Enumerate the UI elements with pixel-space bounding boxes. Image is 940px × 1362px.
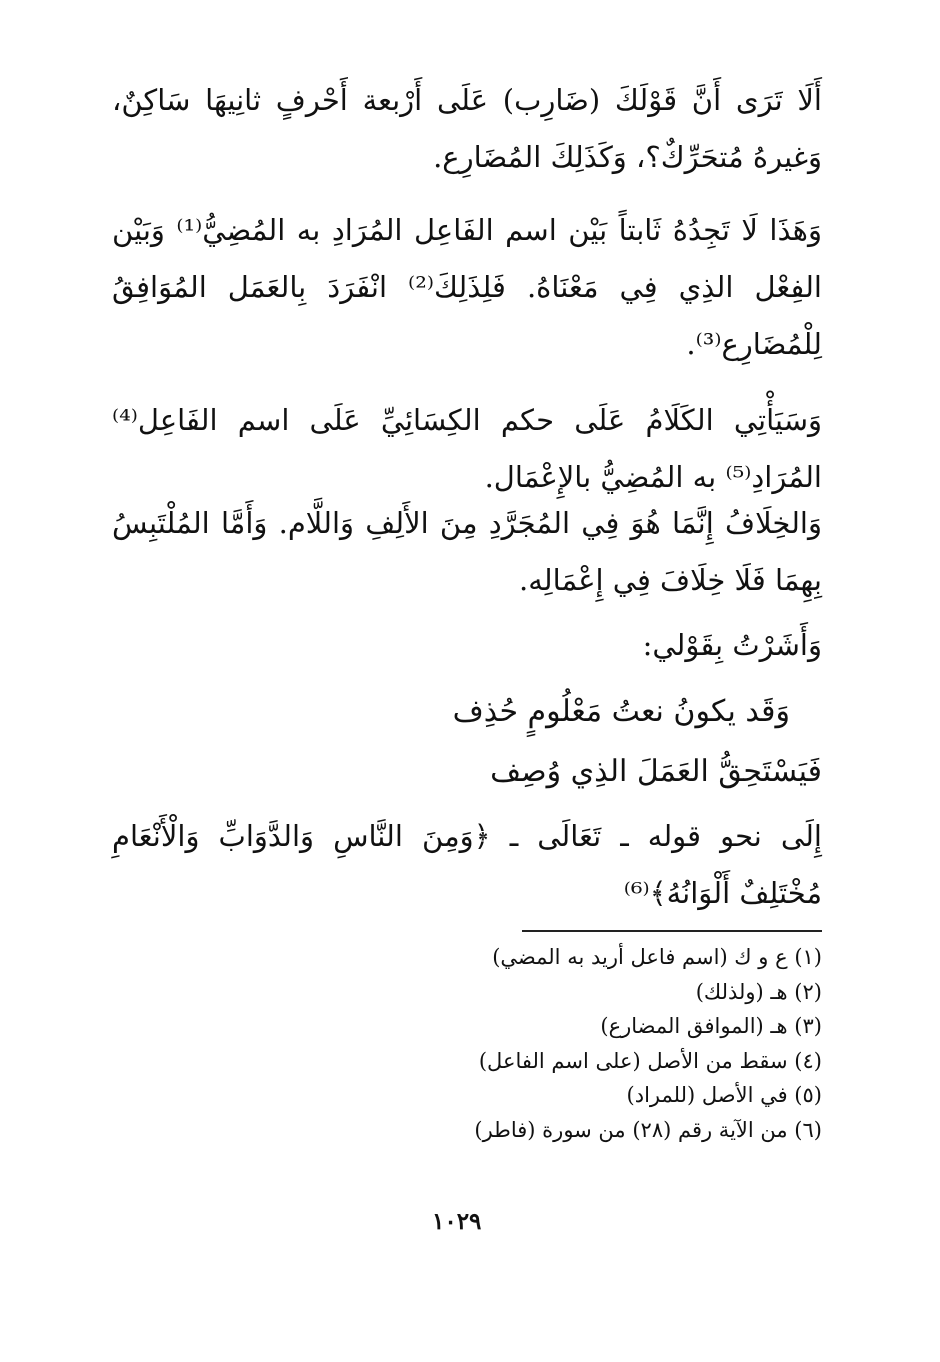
footnotes-list — [402, 940, 822, 1147]
footnote-divider — [522, 930, 822, 932]
paragraph-4: وَالخِلَافُ إِنَّمَا هُوَ فِي المُجَرَّدِ مِنَ الأَلِفِ وَاللَّام. وَأَمَّا المُلْتَبِسُ بِهِمَا فَلَا خِلَافَ فِي إِعْمَالِه. — [112, 506, 822, 597]
paragraph-2: وَهَذَا لَا تَجِدُهُ ثَابتاً بَيْن اسم الفَاعِل المُرَادِ به المُضِيُّ⁽¹⁾ وَبَيْن الفِعْل الذِي فِي مَعْنَاهُ. فَلِذَلِكَ⁽²⁾ انْفَرَدَ بِالعَمَل المُوَافِقُ لِلْمُضَارِع⁽³⁾. — [112, 213, 822, 361]
footnote-3: (٣) هـ (الموافق المضارع) — [600, 1014, 822, 1038]
footnote-2: (٢) هـ (ولذلك) — [695, 979, 822, 1004]
footnote-6: (٦) من الآية رقم (٢٨) من سورة (فاطر) — [474, 1117, 822, 1142]
footnote-1: (١) ع و ك (اسم فاعل أريد به المضي) — [492, 945, 822, 969]
page-number: ١٠٢٩ — [432, 1208, 482, 1235]
verse-line-1: وَقَد يكونُ نعتُ مَعْلُومٍ حُذِف — [452, 694, 790, 729]
footnote-4: (٤) سقط من الأصل (على اسم الفاعل) — [478, 1048, 822, 1073]
verse-line-2: فَيَسْتَحِقُّ العَمَلَ الذِي وُصِف — [490, 754, 822, 789]
closing-paragraph: إِلَى نحو قوله ـ تَعَالَى ـ ﴿وَمِنَ النَّاسِ وَالدَّوَابِّ وَالْأَنْعَامِ مُخْتَلِفٌ أَلْوَانُهُ﴾⁽⁶⁾ — [112, 819, 822, 910]
footnote-5: (٥) في الأصل (للمراد) — [626, 1083, 822, 1107]
paragraph-3: وَسَيَأْتِي الكَلَامُ عَلَى حكم الكِسَائِيِّ عَلَى اسم الفَاعِل⁽⁴⁾ المُرَادِ⁽⁵⁾ به المُضِيُّ بالإِعْمَال. — [112, 403, 822, 494]
paragraph-5: وَأَشَرْتُ بِقَوْلي: — [642, 628, 822, 662]
paragraph-1: أَلَا تَرَى أَنَّ قَوْلَكَ (ضَارِب) عَلَى أَرْبعة أَحْرفٍ ثانِيهَا سَاكِنٌ، وَغيرهُ مُتحَرِّكٌ؟، وَكَذَلِكَ المُضَارِع. — [112, 83, 822, 174]
